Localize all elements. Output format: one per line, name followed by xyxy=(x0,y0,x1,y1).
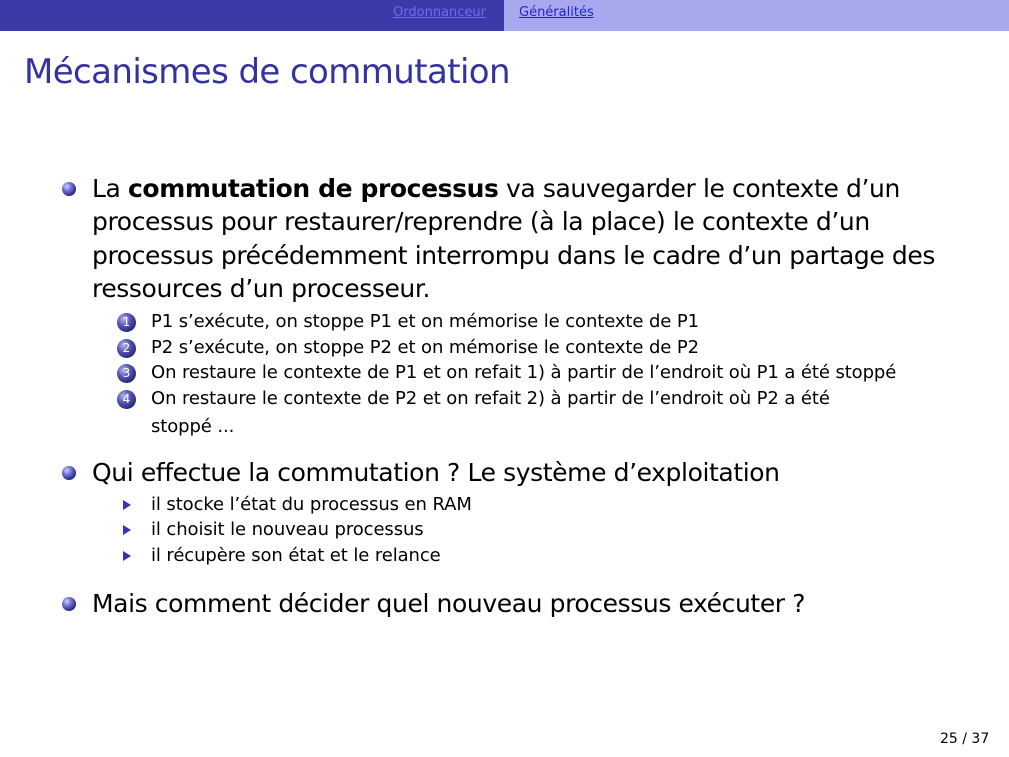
enum-number-icon: 2 xyxy=(117,339,136,358)
list-item-1-prefix: La xyxy=(92,174,128,203)
page-number: 25 / 37 xyxy=(940,731,990,747)
sub-item-2: il choisit le nouveau processus xyxy=(151,519,424,540)
enum-number-icon: 3 xyxy=(117,364,136,383)
enum-item-3: On restaure le contexte de P1 et on refait 1) à partir de l’endroit où P1 a été stoppé xyxy=(151,362,897,383)
list-item-1-line-3: processus précédemment interrompu dans le cadre d’un partage des xyxy=(92,241,935,270)
triangle-bullet-icon xyxy=(123,551,131,561)
list-item-1-line-2: processus pour restaurer/reprendre (à la place) le contexte d’un xyxy=(92,207,870,236)
list-item-1-line-4: ressources d’un processeur. xyxy=(92,274,431,303)
enum-item-1: P1 s’exécute, on stoppe P1 et on mémorise le contexte de P1 xyxy=(151,311,699,332)
list-item-1-bold: commutation de processus xyxy=(128,174,499,203)
list-item-1-line-1 xyxy=(92,172,900,206)
enum-item-4-continuation: stoppé ... xyxy=(151,416,235,437)
enum-item-2: P2 s’exécute, on stoppe P2 et on mémorise le contexte de P2 xyxy=(151,337,699,358)
enum-number-icon: 1 xyxy=(117,313,136,332)
list-item-2: Qui effectue la commutation ? Le système d’exploitation xyxy=(92,458,780,487)
enum-number-icon: 4 xyxy=(117,390,136,409)
headline-bar xyxy=(0,0,1009,31)
headline-left-section xyxy=(0,0,504,31)
sub-item-1: il stocke l’état du processus en RAM xyxy=(151,494,472,515)
headline-right-section xyxy=(504,0,1009,31)
sub-item-3: il récupère son état et le relance xyxy=(151,545,441,566)
triangle-bullet-icon xyxy=(123,500,131,510)
enum-item-4: On restaure le contexte de P2 et on refait 2) à partir de l’endroit où P2 a été xyxy=(151,388,830,409)
list-item-1-text: va sauvegarder le contexte d’un xyxy=(498,174,900,203)
bullet-ball-icon xyxy=(62,466,76,480)
nav-link-ordonnanceur[interactable]: Ordonnanceur xyxy=(393,5,486,20)
bullet-ball-icon xyxy=(62,597,76,611)
nav-link-generalites[interactable]: Généralités xyxy=(519,5,594,20)
page-title: Mécanismes de commutation xyxy=(24,52,510,92)
triangle-bullet-icon xyxy=(123,525,131,535)
list-item-3: Mais comment décider quel nouveau processus exécuter ? xyxy=(92,589,806,618)
bullet-ball-icon xyxy=(62,182,76,196)
